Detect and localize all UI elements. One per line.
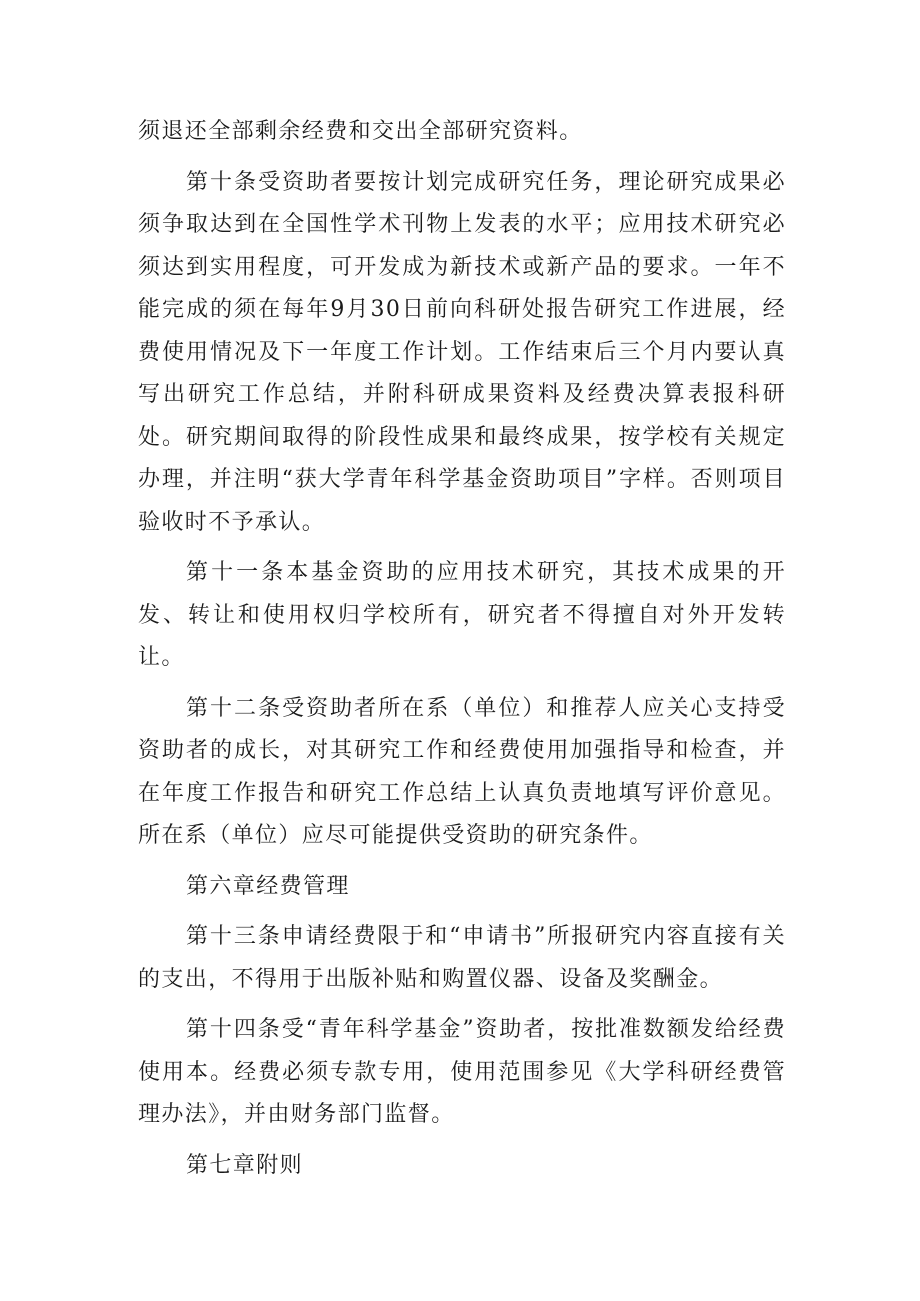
paragraph-article-10: 第十条受资助者要按计划完成研究任务，理论研究成果必须争取达到在全国性学术刊物上发表的水平；应用技术研究必须达到实用程度，可开发成为新技术或新产品的要求。一年不能完成的须在每年9月30日前向科研处报告研究工作进展，经费使用情况及下一年度工作计划。工作结束后三个月内要认真写出研究工作总结，并附科研成果资料及经费决算表报科研处。研究期间取得的阶段性成果和最终成果，按学校有关规定办理，并注明“获大学青年科学基金资助项目”字样。否则项目验收时不予承认。 — [138, 169, 786, 535]
document-body — [138, 111, 786, 1187]
paragraph-article-11: 第十一条本基金资助的应用技术研究，其技术成果的开发、转让和使用权归学校所有，研究者不得擅自对外开发转让。 — [138, 560, 786, 670]
paragraph-article-14: 第十四条受“青年科学基金”资助者，按批准数额发给经费使用本。经费必须专款专用，使用范围参见《大学科研经费管理办法》，并由财务部门监督。 — [138, 1017, 786, 1127]
paragraph-article-12: 第十二条受资助者所在系（单位）和推荐人应关心支持受资助者的成长，对其研究工作和经费使用加强指导和检查，并在年度工作报告和研究工作总结上认真负责地填写评价意见。所在系（单位）应尽可能提供受资助的研究条件。 — [138, 695, 786, 848]
paragraph-article-13: 第十三条申请经费限于和“申请书”所报研究内容直接有关的支出，不得用于出版补贴和购置仪器、设备及奖酬金。 — [138, 924, 786, 992]
paragraph-continuation: 须退还全部剩余经费和交出全部研究资料。 — [138, 119, 583, 144]
chapter-heading-6: 第六章经费管理 — [186, 873, 350, 899]
chapter-heading-7: 第七章附则 — [186, 1152, 304, 1178]
